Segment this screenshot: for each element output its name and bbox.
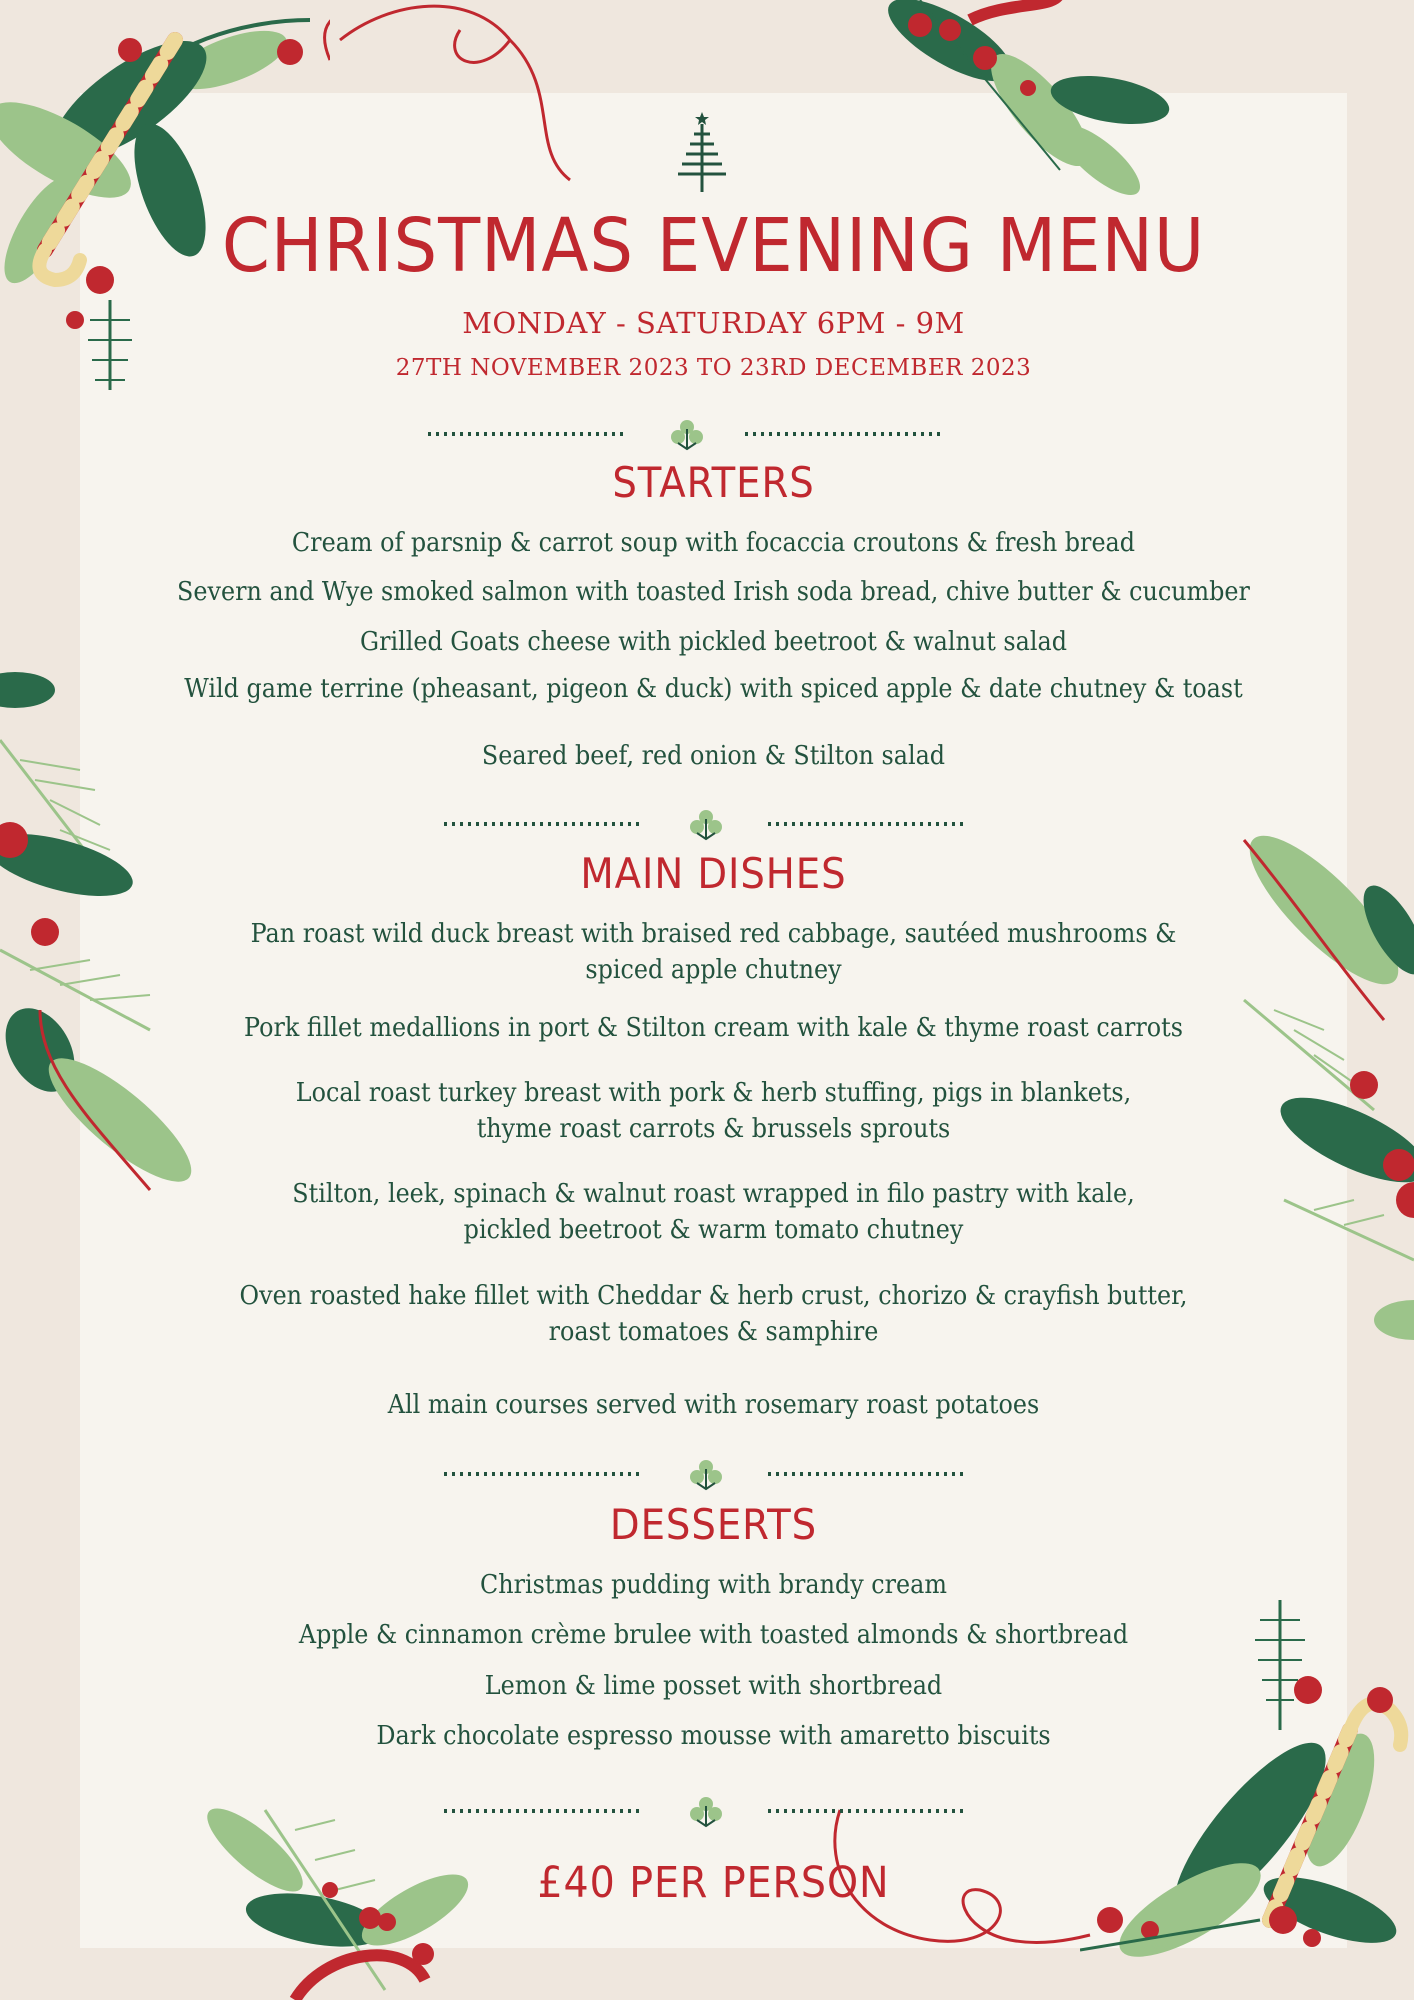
main-courses-note: All main courses served with rosemary roast potatoes — [387, 1389, 1040, 1420]
page-title: CHRISTMAS EVENING MENU — [221, 203, 1206, 289]
section-divider — [80, 413, 1347, 453]
dessert-item: Christmas pudding with brandy cream — [480, 1569, 947, 1600]
holly-sprig-icon — [690, 1797, 722, 1826]
main-dish-line: Local roast turkey breast with pork & herb stuffing, pigs in blankets, — [295, 1077, 1132, 1108]
holly-sprig-icon — [671, 420, 703, 449]
main-dish-line: pickled beetroot & warm tomato chutney — [463, 1214, 964, 1245]
dessert-item: Apple & cinnamon crème brulee with toasted almonds & shortbread — [298, 1619, 1129, 1650]
starter-item: Seared beef, red onion & Stilton salad — [481, 740, 946, 771]
dessert-item: Lemon & lime posset with shortbread — [484, 1670, 943, 1701]
main-dish-item — [143, 916, 1283, 988]
main-dish-item — [143, 1075, 1283, 1147]
desserts-heading: DESSERTS — [609, 1500, 818, 1549]
main-dish-line: Pan roast wild duck breast with braised red cabbage, sautéed mushrooms & — [250, 918, 1177, 949]
main-dish-line: spiced apple chutney — [585, 954, 842, 985]
starters-heading: STARTERS — [612, 458, 815, 507]
starter-item: Grilled Goats cheese with pickled beetroot & walnut salad — [360, 626, 1067, 657]
menu-content — [80, 93, 1347, 1948]
price-per-person: £40 PER PERSON — [537, 1858, 890, 1908]
opening-hours: MONDAY - SATURDAY 6PM - 9M — [462, 306, 965, 340]
main-dish-item — [143, 1176, 1283, 1248]
starter-item: Wild game terrine (pheasant, pigeon & duck) with spiced apple & date chutney & toast — [184, 673, 1243, 704]
starter-item: Cream of parsnip & carrot soup with focaccia croutons & fresh bread — [291, 527, 1136, 558]
main-dish-line: Stilton, leek, spinach & walnut roast wrapped in filo pastry with kale, — [292, 1178, 1135, 1209]
section-divider — [80, 1790, 1347, 1830]
starter-item: Severn and Wye smoked salmon with toasted Irish soda bread, chive butter & cucumber — [177, 576, 1250, 607]
main-dish-line: thyme roast carrots & brussels sprouts — [476, 1113, 951, 1144]
section-divider — [80, 803, 1347, 843]
main-dish-line: Pork fillet medallions in port & Stilton cream with kale & thyme roast carrots — [244, 1012, 1183, 1043]
christmas-tree-icon — [670, 110, 734, 195]
main-dish-line: Oven roasted hake fillet with Cheddar & herb crust, chorizo & crayfish butter, — [239, 1280, 1188, 1311]
main-dish-line: roast tomatoes & samphire — [548, 1316, 879, 1347]
dessert-item: Dark chocolate espresso mousse with amaretto biscuits — [376, 1720, 1051, 1751]
holly-sprig-icon — [690, 1460, 722, 1489]
holly-sprig-icon — [690, 810, 722, 839]
main-dish-item — [143, 1278, 1283, 1350]
main-dish-item — [143, 1010, 1283, 1046]
section-divider — [80, 1453, 1347, 1493]
menu-date-range: 27TH NOVEMBER 2023 TO 23RD DECEMBER 2023 — [395, 355, 1032, 381]
main-dishes-heading: MAIN DISHES — [580, 849, 847, 898]
